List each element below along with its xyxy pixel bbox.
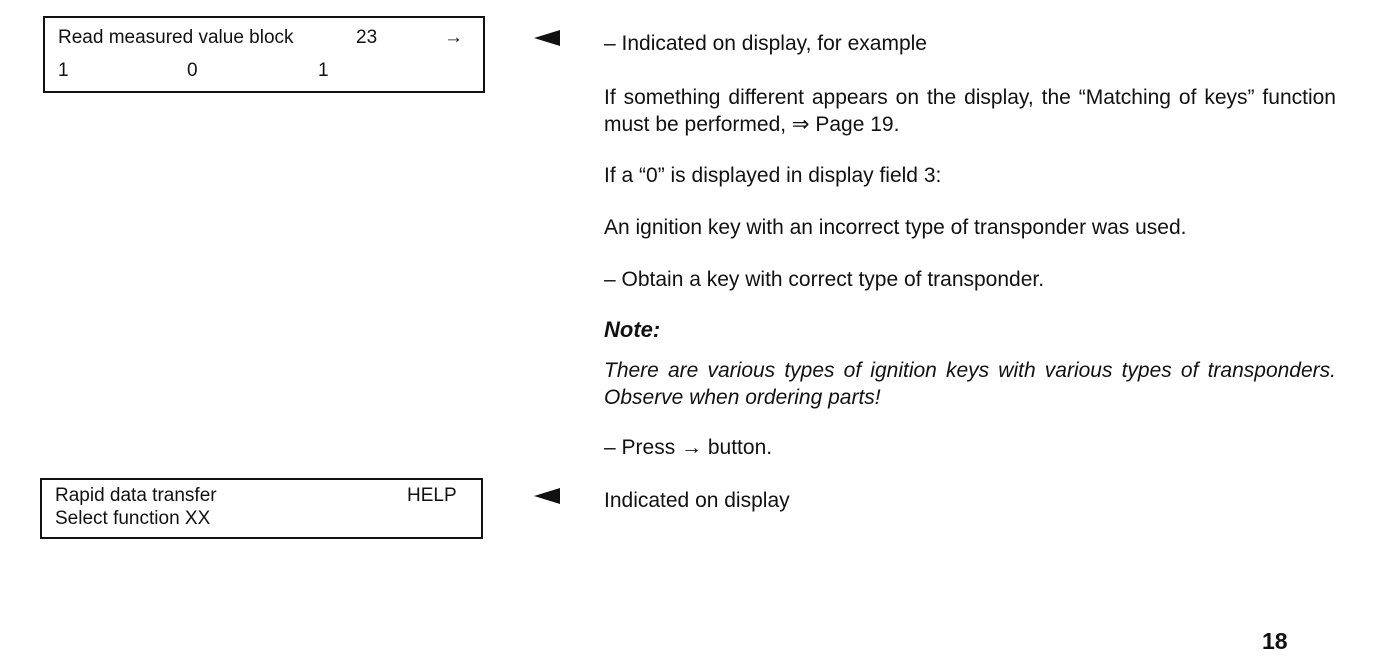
instruction-incorrect-key: An ignition key with an incorrect type of transponder was used. (604, 216, 1187, 239)
display-box-rapid-data (40, 478, 483, 539)
instruction-field-3: If a “0” is displayed in display field 3: (604, 164, 942, 187)
instruction-indicated-display: Indicated on display (604, 489, 790, 512)
pointer-icon (534, 30, 560, 46)
instruction-indicated: – Indicated on display, for example (604, 32, 927, 55)
display-line-1: Rapid data transfer (55, 485, 217, 506)
display-field-1: 1 (58, 60, 69, 81)
display-arrow: → (444, 27, 463, 48)
note-body: There are various types of ignition keys with various types of transponders. Observe when ordering parts! (604, 359, 1336, 409)
display-line-2: Select function XX (55, 508, 211, 529)
display-field-2: 0 (187, 60, 198, 81)
display-block-number: 23 (356, 27, 378, 48)
display-title: Read measured value block (58, 27, 294, 48)
display-help: HELP (407, 485, 457, 506)
instruction-matching-keys: If something different appears on the display, the “Matching of keys” function must be performed, ⇒ Page 19. (604, 86, 1336, 136)
display-field-3: 1 (318, 60, 329, 81)
note-heading: Note: (604, 317, 661, 342)
page-number: 18 (1262, 628, 1288, 654)
instruction-obtain-key: – Obtain a key with correct type of transponder. (604, 268, 1045, 291)
pointer-icon (534, 488, 560, 504)
instruction-press-button: – Press → button. (604, 436, 773, 459)
display-box-measured-value (43, 16, 485, 93)
